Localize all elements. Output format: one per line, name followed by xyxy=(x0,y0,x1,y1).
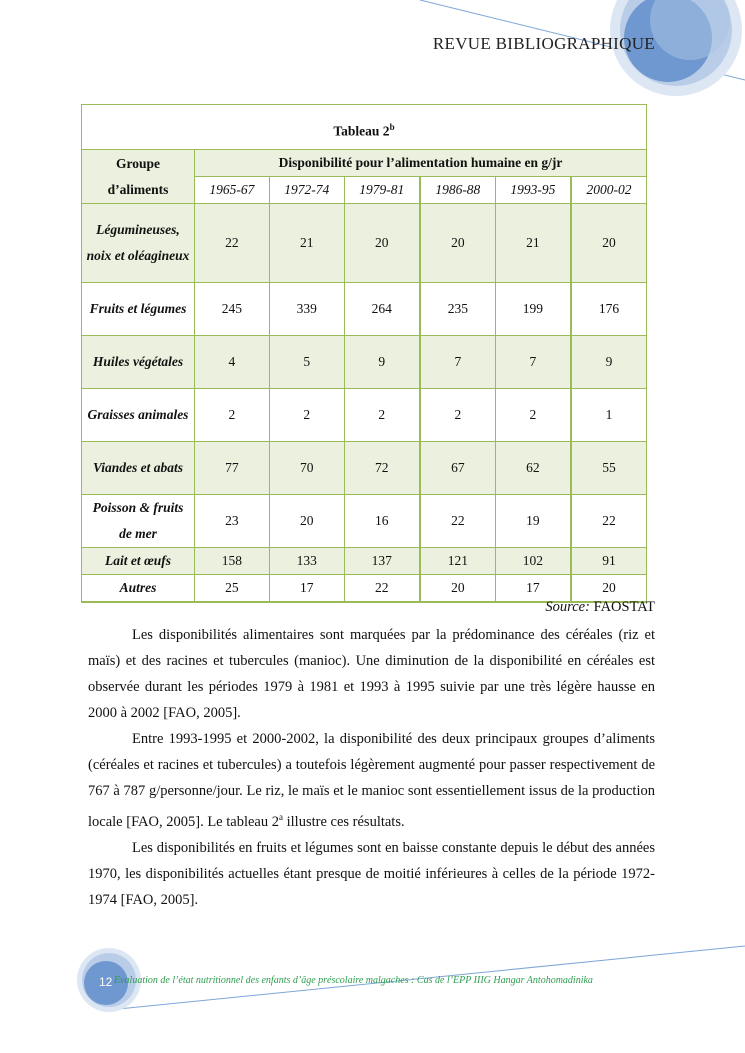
table-caption: Tableau 2$^b$ xyxy=(82,105,647,150)
table-cell: 67 xyxy=(420,442,496,495)
table-row xyxy=(82,495,647,548)
table-cell: 21 xyxy=(495,204,571,283)
table-cell: 121 xyxy=(420,548,496,575)
table-cell: 7 xyxy=(420,336,496,389)
table-cell: 23 xyxy=(195,495,270,548)
table-cell: 2 xyxy=(344,389,420,442)
paragraph: Les disponibilités en fruits et légumes sont en baisse constante depuis le début des années 1970, les disponibilités actuelles étant presque de moitié inférieures à celles de la période 1972-1974 [FAO, 2005]. xyxy=(88,839,655,908)
table-cell: 22 xyxy=(195,204,270,283)
period-header: 1986-88 xyxy=(420,177,496,204)
table-cell: 70 xyxy=(269,442,344,495)
source-value: FAOSTAT xyxy=(589,599,655,615)
table-cell: 245 xyxy=(195,283,270,336)
table-cell: 20 xyxy=(269,495,344,548)
table-cell: 91 xyxy=(571,548,647,575)
table-row xyxy=(82,336,647,389)
row-label: Autres xyxy=(82,575,195,603)
table-cell: 72 xyxy=(344,442,420,495)
table-cell: 55 xyxy=(571,442,647,495)
table-cell: 2 xyxy=(420,389,496,442)
table-cell: 137 xyxy=(344,548,420,575)
table-cell: 235 xyxy=(420,283,496,336)
caption-superscript: b xyxy=(389,121,395,132)
header-decoration xyxy=(0,0,745,110)
period-header: 1965-67 xyxy=(195,177,270,204)
table-cell: 5 xyxy=(269,336,344,389)
table-cell: 4 xyxy=(195,336,270,389)
group-header-cell: Groupe d’aliments xyxy=(82,150,195,204)
page-number: 12 xyxy=(99,975,113,989)
table-row xyxy=(82,204,647,283)
row-label: Lait et œufs xyxy=(82,548,195,575)
paragraph: Les disponibilités alimentaires sont marquées par la prédominance des céréales (riz et maïs) et des racines et tubercules (manioc). Une diminution de la disponibilité en céréales est observée durant les périodes 1979 à 1981 et 1993 à 1995 suivie par une très légère hausse en 2000 à 2002 [FAO, 2005]. xyxy=(88,627,655,721)
body-text xyxy=(88,622,655,913)
footer-decoration xyxy=(0,930,745,1053)
table-cell: 102 xyxy=(495,548,571,575)
table-cell: 2 xyxy=(195,389,270,442)
table-cell: 339 xyxy=(269,283,344,336)
table-cell: 17 xyxy=(269,575,344,603)
paragraph-superscript: a xyxy=(279,812,283,822)
period-header: 1972-74 xyxy=(269,177,344,204)
table-cell: 77 xyxy=(195,442,270,495)
table-cell: 2 xyxy=(495,389,571,442)
table-cell: 7 xyxy=(495,336,571,389)
table-cell: 264 xyxy=(344,283,420,336)
table-cell: 1 xyxy=(571,389,647,442)
table-cell: 22 xyxy=(344,575,420,603)
table-cell: 20 xyxy=(571,575,647,603)
row-label: Viandes et abats xyxy=(82,442,195,495)
table-cell: 20 xyxy=(420,575,496,603)
period-header: 1993-95 xyxy=(495,177,571,204)
period-header: 2000-02 xyxy=(571,177,647,204)
table-cell: 22 xyxy=(571,495,647,548)
table-row xyxy=(82,283,647,336)
row-label: Huiles végétales xyxy=(82,336,195,389)
table-cell: 17 xyxy=(495,575,571,603)
table-caption-row xyxy=(82,105,647,150)
period-header: 1979-81 xyxy=(344,177,420,204)
table-cell: 19 xyxy=(495,495,571,548)
availability-header-cell: Disponibilité pour l’alimentation humaine en g/jr xyxy=(195,150,647,177)
row-label: Poisson & fruits de mer xyxy=(82,495,195,548)
table-cell: 176 xyxy=(571,283,647,336)
table-header-row xyxy=(82,150,647,177)
table-cell: 62 xyxy=(495,442,571,495)
footer-text: Evaluation de l’état nutritionnel des enfants d’âge préscolaire malgaches : Cas de l’EPP IIIG Hangar Antohomadinika xyxy=(114,975,593,986)
table-cell: 25 xyxy=(195,575,270,603)
table-row xyxy=(82,575,647,603)
running-header-title: REVUE BIBLIOGRAPHIQUE xyxy=(432,34,655,53)
source-label: Source: xyxy=(545,599,590,615)
table-cell: 20 xyxy=(571,204,647,283)
table-cell: 158 xyxy=(195,548,270,575)
row-label: Fruits et légumes xyxy=(82,283,195,336)
table-cell: 16 xyxy=(344,495,420,548)
table-row xyxy=(82,389,647,442)
table-cell: 20 xyxy=(420,204,496,283)
table-cell: 199 xyxy=(495,283,571,336)
row-label: Graisses animales xyxy=(82,389,195,442)
food-availability-table xyxy=(81,104,647,603)
table-cell: 2 xyxy=(269,389,344,442)
table-cell: 20 xyxy=(344,204,420,283)
table-source xyxy=(545,599,655,616)
paragraph: Entre 1993-1995 et 2000-2002, la disponibilité des deux principaux groupes d’aliments (céréales et racines et tubercules) a toutefois légèrement augmenté pour passer respectivement de 767 à 787 g/personne/jour. Le riz, le maïs et le manioc sont essentiellement issus de la production locale [FAO, 2005]. Le tableau 2$^a$ illustre ces résultats. xyxy=(88,731,655,830)
table-cell: 21 xyxy=(269,204,344,283)
table-row xyxy=(82,442,647,495)
table-cell: 9 xyxy=(344,336,420,389)
table-cell: 22 xyxy=(420,495,496,548)
table-row xyxy=(82,548,647,575)
table-cell: 133 xyxy=(269,548,344,575)
row-label: Légumineuses, noix et oléagineux xyxy=(82,204,195,283)
table-cell: 9 xyxy=(571,336,647,389)
